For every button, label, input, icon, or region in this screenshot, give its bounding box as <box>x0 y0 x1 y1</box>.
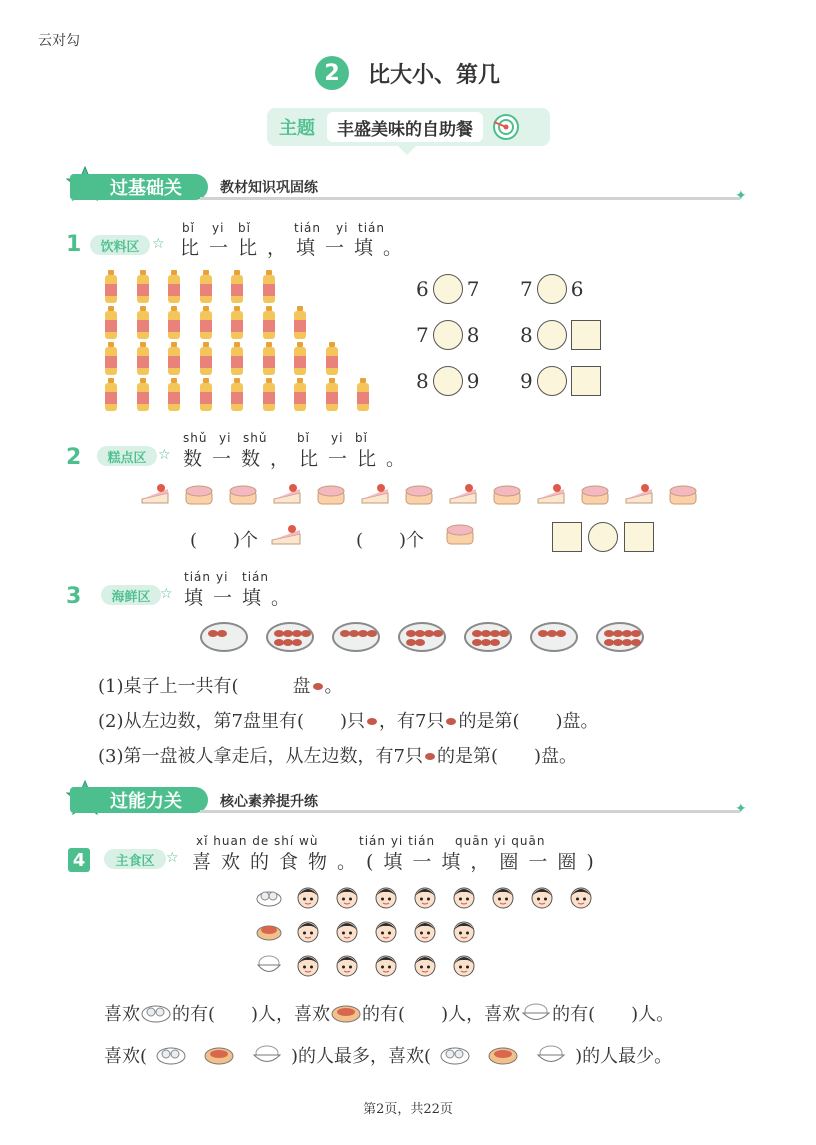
child-face-icon <box>490 884 516 910</box>
bottle-icon <box>230 306 244 340</box>
crab-icon <box>631 630 641 637</box>
zone-star-icon: ☆ <box>160 586 173 602</box>
bottle-icon <box>199 270 213 304</box>
crab-icon <box>446 718 456 725</box>
question-2-text: 数一数，比一比。 <box>183 448 416 470</box>
question-4-text: 喜欢的食物。(填一填，圈一圈) <box>192 851 604 873</box>
cake-compare-square-right[interactable] <box>624 522 654 552</box>
cake-compare-circle[interactable] <box>588 522 618 552</box>
question-4-line-2: 喜欢( )的人最多，喜欢( )的人最少。 <box>104 1046 673 1067</box>
crab-icon <box>631 639 641 646</box>
question-1-zone: 饮料区 <box>90 235 150 255</box>
bottle-icon <box>167 342 181 376</box>
question-2-number: 2 <box>66 445 82 470</box>
round-cake-icon <box>444 520 476 548</box>
section-basic-divider <box>200 197 740 200</box>
round-cake-icon <box>492 481 522 507</box>
crab-plate <box>332 622 380 652</box>
dumpling-bowl-icon <box>140 1002 172 1024</box>
question-4-pinyin-3: quān yi quān <box>455 834 546 848</box>
compare-circle[interactable] <box>433 320 463 350</box>
question-3-text: 填一填。 <box>184 587 301 609</box>
cake-slice-icon <box>360 481 390 507</box>
rice-bowl-icon <box>520 1002 552 1024</box>
bottle-icon <box>325 378 339 412</box>
round-cake-icon <box>184 481 214 507</box>
child-face-icon <box>451 952 477 978</box>
bottle-icon <box>136 342 150 376</box>
question-4-zone: 主食区 <box>104 849 166 869</box>
crab-plate <box>596 622 644 652</box>
compare-square[interactable] <box>571 320 601 350</box>
question-2-zone: 糕点区 <box>97 446 157 466</box>
crab-plate <box>200 622 248 652</box>
compare-circle[interactable] <box>537 274 567 304</box>
bottle-picture <box>104 270 384 418</box>
question-4-pinyin-2: tián yi tián <box>359 834 436 848</box>
crab-plate <box>398 622 446 652</box>
bottle-icon <box>104 270 118 304</box>
round-cake-icon <box>580 481 610 507</box>
bottle-icon <box>167 306 181 340</box>
crab-icon <box>217 630 227 637</box>
child-face-icon <box>568 884 594 910</box>
lesson-number-badge: 2 <box>315 56 349 90</box>
bottle-icon <box>104 306 118 340</box>
child-face-icon <box>334 884 360 910</box>
section-ability-tag: 过能力关 <box>70 787 208 813</box>
bottle-icon <box>136 378 150 412</box>
cake-slice-icon <box>270 522 302 548</box>
crab-icon <box>490 639 500 646</box>
noodle-bowl-icon <box>203 1044 235 1066</box>
child-face-icon <box>412 884 438 910</box>
question-4-pinyin-1: xǐ huan de shí wù <box>196 834 319 848</box>
cake-slice-icon <box>140 481 170 507</box>
child-face-icon <box>334 952 360 978</box>
bottle-icon <box>230 378 244 412</box>
child-face-icon <box>451 884 477 910</box>
child-face-icon <box>451 918 477 944</box>
child-face-icon <box>373 952 399 978</box>
question-2-pinyin: shǔ yi shǔ bǐ yi bǐ <box>183 431 368 445</box>
noodle-bowl-icon <box>330 1002 362 1024</box>
bottle-icon <box>104 342 118 376</box>
bottle-icon <box>230 342 244 376</box>
bottle-icon <box>293 306 307 340</box>
child-face-icon <box>295 952 321 978</box>
child-face-icon <box>529 884 555 910</box>
compare-circle[interactable] <box>433 274 463 304</box>
section-basic-tag: 过基础关 <box>70 174 208 200</box>
theme-title: 丰盛美味的自助餐 <box>327 112 483 142</box>
crab-icon <box>499 630 509 637</box>
bottle-icon <box>325 342 339 376</box>
compare-square[interactable] <box>571 366 601 396</box>
question-4-number: 4 <box>68 848 90 872</box>
round-cake-icon <box>404 481 434 507</box>
child-face-icon <box>373 884 399 910</box>
crab-plate <box>464 622 512 652</box>
cake-picture <box>140 481 710 511</box>
bottle-icon <box>230 270 244 304</box>
crab-icon <box>313 683 323 690</box>
rice-bowl-icon <box>256 952 282 978</box>
crab-plate <box>266 622 314 652</box>
child-face-icon <box>373 918 399 944</box>
bottle-icon <box>104 378 118 412</box>
question-4-line-1: 喜欢 的有( )人，喜欢 的有( )人，喜欢 的有( )人。 <box>104 1004 675 1025</box>
bottle-icon <box>199 342 213 376</box>
bottle-icon <box>356 378 370 412</box>
theme-box <box>267 108 550 146</box>
zone-star-icon: ☆ <box>152 236 165 252</box>
bottle-icon <box>262 342 276 376</box>
rice-bowl-icon <box>251 1044 283 1066</box>
bottle-icon <box>167 270 181 304</box>
crab-icon <box>367 630 377 637</box>
crab-icon <box>556 630 566 637</box>
crab-plate-picture <box>200 622 660 658</box>
question-3-line-2: (2)从左边数，第7盘里有( )只 ，有7只 的是第( )盘。 <box>98 711 599 732</box>
crab-icon <box>415 639 425 646</box>
noodle-bowl-icon <box>256 918 282 944</box>
zone-star-icon: ☆ <box>158 447 171 463</box>
food-preference-picture <box>256 884 606 984</box>
child-face-icon <box>412 918 438 944</box>
section-basic-subtitle: 教材知识巩固练 <box>220 180 318 196</box>
page-footer: 第2页，共22页 <box>363 1102 453 1117</box>
theme-pointer <box>398 146 416 155</box>
crab-icon <box>367 718 377 725</box>
crab-icon <box>292 639 302 646</box>
brand-text: 云对勾 <box>38 33 80 49</box>
compare-circle[interactable] <box>537 320 567 350</box>
bottle-icon <box>136 270 150 304</box>
lesson-title: 比大小、第几 <box>368 63 501 88</box>
bottle-icon <box>262 306 276 340</box>
dumpling-bowl-icon <box>155 1044 187 1066</box>
round-cake-icon <box>228 481 258 507</box>
round-cake-count-blank[interactable]: ( )个 <box>356 530 425 551</box>
child-face-icon <box>412 952 438 978</box>
question-3-pinyin: tián yi tián <box>184 570 269 584</box>
bottle-icon <box>293 378 307 412</box>
question-3-line-3: (3)第一盘被人拿走后，从左边数，有7只 的是第( )盘。 <box>98 746 577 767</box>
bottle-icon <box>262 270 276 304</box>
cake-slice-icon <box>448 481 478 507</box>
question-3-line-1: (1)桌子上一共有( 盘 。 <box>98 676 343 697</box>
child-face-icon <box>334 918 360 944</box>
section-star-icon: ✦ <box>735 188 747 204</box>
cake-slice-icon <box>536 481 566 507</box>
bottle-icon <box>199 378 213 412</box>
question-1-pinyin: bǐ yi bǐ tián yi tián <box>182 221 385 235</box>
question-3-zone: 海鲜区 <box>101 585 161 605</box>
bottle-icon <box>293 342 307 376</box>
child-face-icon <box>295 918 321 944</box>
cake-compare-square-left[interactable] <box>552 522 582 552</box>
target-icon <box>491 112 521 142</box>
bottle-icon <box>199 306 213 340</box>
theme-label: 主题 <box>279 118 315 139</box>
question-3-number: 3 <box>66 584 82 609</box>
dumpling-bowl-icon <box>256 884 282 910</box>
crab-icon <box>433 630 443 637</box>
question-1-number: 1 <box>66 232 82 257</box>
crab-plate <box>530 622 578 652</box>
bottle-icon <box>167 378 181 412</box>
crab-icon <box>301 630 311 637</box>
bottle-icon <box>136 306 150 340</box>
compare-circle[interactable] <box>537 366 567 396</box>
bottle-icon <box>262 378 276 412</box>
round-cake-icon <box>316 481 346 507</box>
cake-slice-icon <box>272 481 302 507</box>
child-face-icon <box>295 884 321 910</box>
section-ability-subtitle: 核心素养提升练 <box>220 794 318 810</box>
question-1-text: 比一比，填一填。 <box>180 237 413 259</box>
compare-circle[interactable] <box>433 366 463 396</box>
dumpling-bowl-icon <box>439 1044 471 1066</box>
zone-star-icon: ☆ <box>166 850 179 866</box>
round-cake-icon <box>668 481 698 507</box>
cake-slice-count-blank[interactable]: ( )个 <box>190 530 259 551</box>
cake-slice-icon <box>624 481 654 507</box>
noodle-bowl-icon <box>487 1044 519 1066</box>
crab-icon <box>425 753 435 760</box>
rice-bowl-icon <box>535 1044 567 1066</box>
section-ability-divider <box>200 810 740 813</box>
section-star-icon: ✦ <box>735 801 747 817</box>
